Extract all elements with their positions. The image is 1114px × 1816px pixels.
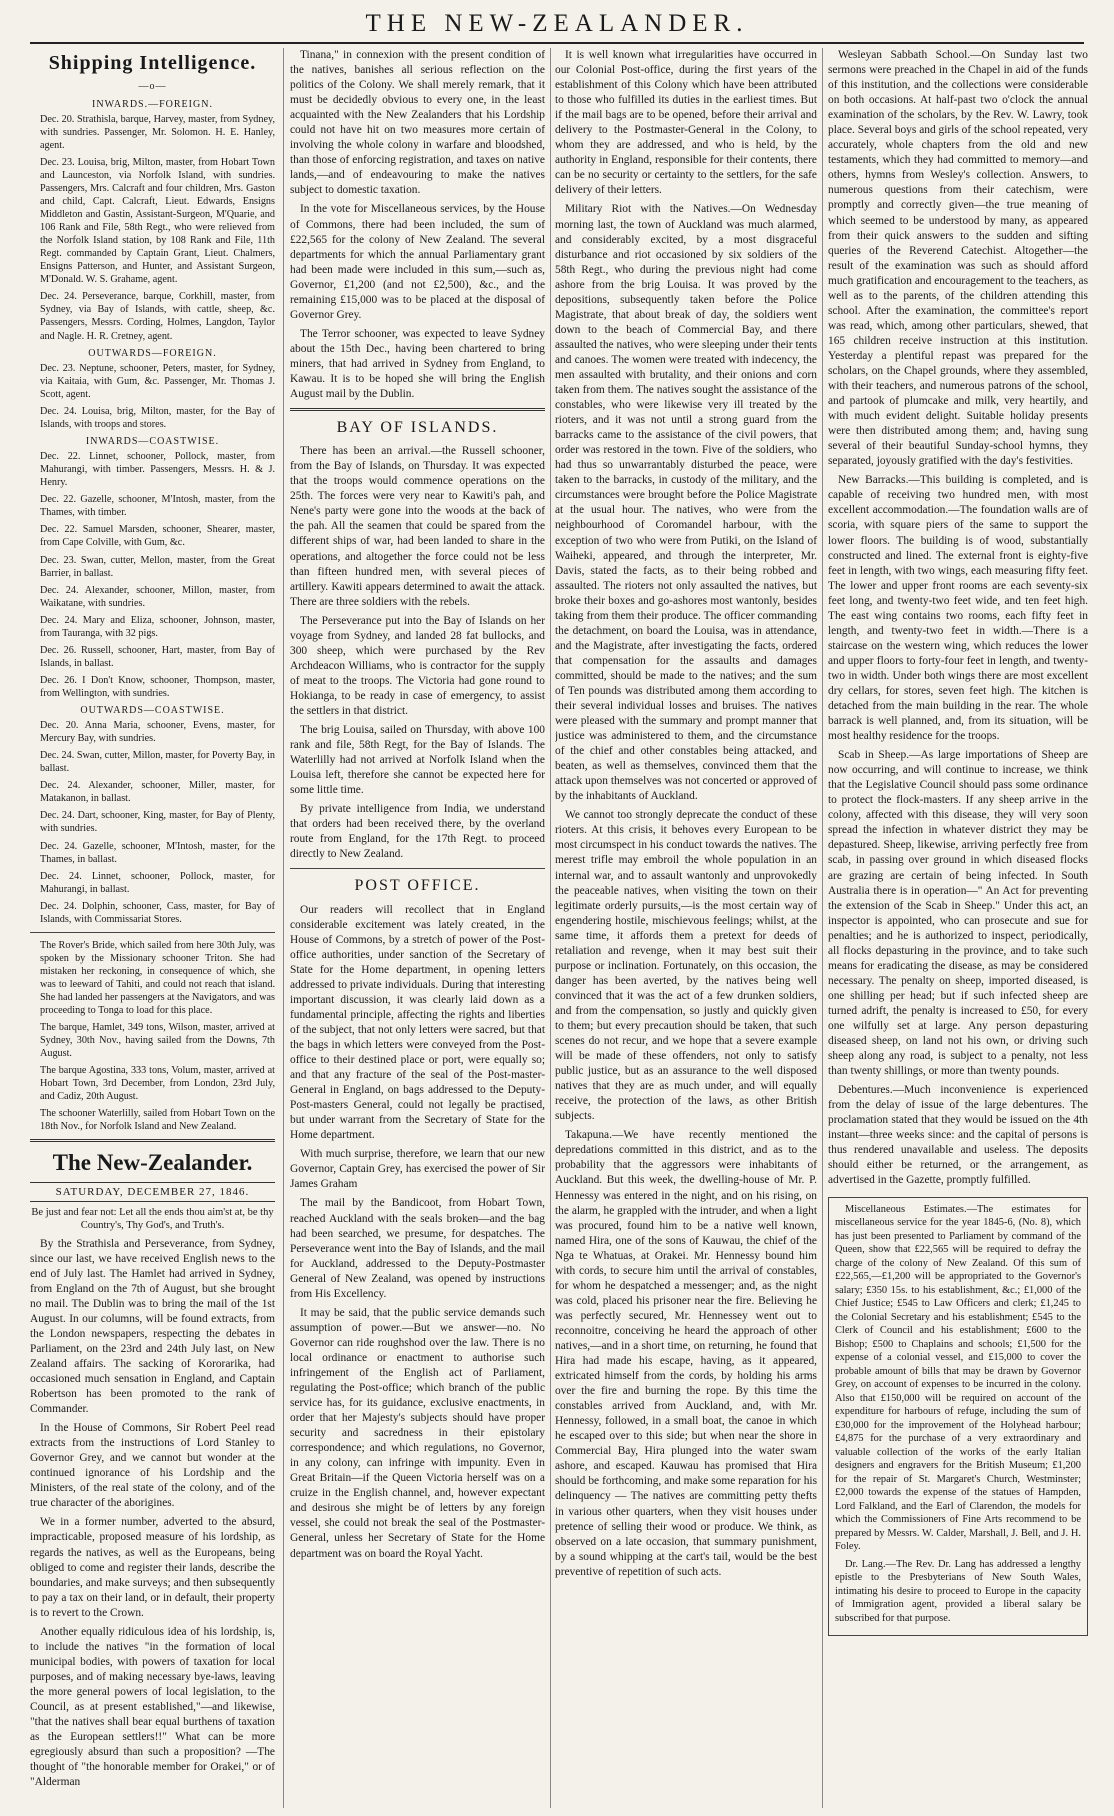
- paragraph: We cannot too strongly deprecate the conduct of these rioters. At this crisis, it behoves every European to be most circumspect in his conduct towards the natives. The merest trifle may embroil the whole population in an internal war, and to assault wantonly and unprovokedly the peaceable natives, when visiting the town on their legitimate orderly pursuits,—is the most certain way of engendering hostile, mischievous feelings; whilst, at the same time, it affords them a pretext for deeds of retaliation and revenge, when it may best suit their purpose or inclination. Fortunately, on this occasion, the danger has been averted, by the natives being well convinced that it was the act of a few drunken soldiers, and from the compensation, so justly and quickly given to them; but every precaution should be taken, that such scenes do not recur, and we hope that a severe example will be made of these offenders, not only to satisfy public justice, but as an assurance to the well disposed natives that they are as much under, and will equally receive, the protection of the laws, as other British subjects.: [555, 809, 817, 1123]
- divider: [290, 868, 545, 869]
- column-4: [828, 48, 1088, 1808]
- paragraph: Dec. 24. Alexander, schooner, Miller, master, for Matakanon, in ballast.: [40, 780, 275, 805]
- shipping-heading: Shipping Intelligence.: [48, 52, 257, 74]
- bay-of-islands-paragraphs: [290, 444, 545, 862]
- paragraph: Dec. 24. Swan, cutter, Millon, master, for Poverty Bay, in ballast.: [40, 750, 275, 775]
- column-rule: [822, 48, 823, 1808]
- outwards-foreign-heading: OUTWARDS—FOREIGN.: [88, 347, 217, 359]
- paragraph: Another equally ridiculous idea of his lordship, is, to include the natives "in the formation of local municipal bodies, with powers of taxation for local purposes, and of making necessary bye-laws, leaving the more general powers of local legislation, to the Council, as at present established,"—and likewise, "that the natives shall bear equal burthens of taxation as the European settlers!!" What can be more egregiously absurd than such a proposition? —The thought of "the honorable member for Orakei," or of "Alderman: [30, 1625, 275, 1789]
- paragraph: Dec. 22. Linnet, schooner, Pollock, master, from Mahurangi, with timber. Passengers, Messrs. H. & J. Henry.: [40, 451, 275, 489]
- boxed-notes: [828, 1197, 1088, 1636]
- paragraph: Takapuna.—We have recently mentioned the depredations committed in this district, and as to the probability that the aggressors were inhabitants of Auckland. But this week, the dwelling-house of Mr. P. Hennessy was entered in the night, and on his rising, on the alarm, he grappled with the intruder, and when a light was procured, found him to be a native well known, named Hira, one of the sons of Kauwau, the chief of the Nga te Whatuas, at Orakei. Mr. Hennessy bound him with cords, to secure him until the arrival of constables, for whom he despatched a messenger; and, as the night was cold, placed his prisoner near the fire. Believing he was perfectly secured, Mr. Hennessey went out to reconnoitre, conceiving he heard the approach of other natives,—and in a short time, on returning, he found that Hira had made his escape, having, as it appeared, extricated himself from the cords, by holding his arms over the fire and burning the rope. By this time the constables arrived from Auckland, and, with Mr. Hennessy, followed, in a small boat, the canoe in which he escaped over to this side; but when near the shore in Commercial Bay, Hira plunged into the water swam ashore, and escaped. Kauwau has promised that Hira should be forthcoming, and make some reparation for his delinquency — The natives are committing petty thefts in various other quarters, when they visit houses under pretence of selling their wood or produce. We think, as observed on a late occasion, that summary punishment, by a sound whipping at the cart's tail, would be the best preventive of repetition of such acts.: [555, 1129, 817, 1578]
- paragraph: Dr. Lang.—The Rev. Dr. Lang has addressed a lengthy epistle to the Presbyterians of New South Wales, intimating his desire to proceed to Europe in the capacity of Immigration agent, provided a liberal salary be subscribed for that purpose.: [835, 1558, 1081, 1624]
- paragraph: There has been an arrival.—the Russell schooner, from the Bay of Islands, on Thursday. It was expected that the troops would commence operations on the 25th. The forces were very near to Kawiti's pah, and Nene's party were gone into the woods at the back of the pah. All the seamen that could be spared from the different ships of war, had been landed to share in the operations, and altogether the force could not be less than fifteen hundred men, with several pieces of artillery. Kawiti appears determined to await the attack. There are three soldiers with the rebels.: [290, 445, 545, 608]
- paragraph: Dec. 24. Alexander, schooner, Millon, master, from Waikatane, with sundries.: [40, 584, 275, 609]
- paragraph: Wesleyan Sabbath School.—On Sunday last two sermons were preached in the Chapel in aid of the funds of this institution, and the collections were considerable on both occasions. At half-past two o'clock the annual examination of the scholars, by the Rev. W. Lawry, took place. Several boys and girls of the school repeated, very accurately, whole chapters from the old and new testaments, which they had committed to memory—and others, hymns from Wesley's collection. Answers, to numerous questions from their catechism, were promptly and correctly given—the true meaning of which seemed to be understood by many, as appeared from their quick answers to the sudden and sifting queries of the Reverend Catechist. Altogether—the result of the examination was such as should afford much gratification and encouragement to the teachers, as well as to the parents, of the children attending this school. After the examination, the committee's report was read, which, among other particulars, shewed, that 165 children receive instruction at this institution. Yesterday a plentiful repast was prepared for the scholars, on the Chapel grounds, where they assembled, with their teachers, and numerous patrons of the school, and partook of plumcake and milk, very heartily, and with much evident delight. Suitable holiday presents were then distributed among them; and, having sung several of their beautiful Sunday-school hymns, they separated, joyously gratified with the day's festivities.: [828, 49, 1088, 468]
- outwards-coastwise-list: [30, 719, 275, 926]
- paragraph: Debentures.—Much inconvenience is experienced from the delay of issue of the large debentures. The proclamation stated that they would be issued on the 4th instant—three weeks since: and the capital of persons is thus rendered unavailable and useless. The deposits should either be returned, or the arrangement, as advertised in the Gazette, promptly fulfilled.: [828, 1084, 1088, 1187]
- post-office-heading: POST OFFICE.: [354, 877, 481, 895]
- masthead-rule: [30, 42, 1084, 44]
- paragraph: The barque, Hamlet, 349 tons, Wilson, master, arrived at Sydney, 30th Nov., having sailed from the Downs, 7th August.: [40, 1022, 275, 1060]
- paragraph: Dec. 24. Dolphin, schooner, Cass, master, for Bay of Islands, with Commissariat Stores.: [40, 900, 275, 925]
- paragraph: It is well known what irregularities have occurred in our Colonial Post-office, during the first years of the establishment of this Colony which have been attributed to those who fulfilled its duties in the earliest times. But if the mail bags are to be opened, before their arrival and delivery to the Postmaster-General in the Colony, to whom they are addressed, and who is held, by the authority in England, responsible for their contents, there can be no security or certainty to the settlers, for the safe delivery of their letters.: [555, 49, 817, 197]
- paragraph: Dec. 24. Perseverance, barque, Corkhill, master, from Sydney, via Bay of Islands, with cattle, sheep, &c. Passengers, Messrs. Cording, Holmes, Langdon, Taylor and Nagle. H. R. Cretney, agent.: [40, 291, 275, 342]
- paragraph: Dec. 22. Gazelle, schooner, M'Intosh, master, from the Thames, with timber.: [40, 494, 275, 519]
- paragraph: Scab in Sheep.—As large importations of Sheep are now occurring, and will continue to increase, we think that the Legislative Council should pass some ordinance to protect the flock-masters. If any sheep arrive in the colony, affected with this disease, they will very soon spread the infection in whatever district they may be depastured. Sheep, likewise, arriving perfectly free from scab, in passing over ground in which diseased flocks are grazing are certain of being infected. In South Australia there is in operation—" An Act for preventing the extension of the Scab in Sheep." Under this act, an inspector is appointed, who can prosecute and sue for penalties; and he is authorized to inspect, periodically, all flocks depasturing in the province, and to take such means for eradicating the disease, as may be considered necessary. The penalty on sheep, imported diseased, is one shilling per head; but if such infected sheep are turned adrift, the penalty is increased to £50, for every one wilfully set at large. Any person depasturing diseased sheep, on land not his own, or driving such sheep along any road, is subject to a penalty, not less than twenty shillings, or more than twenty pounds.: [828, 749, 1088, 1078]
- paragraph: Dec. 20. Anna Maria, schooner, Evens, master, for Mercury Bay, with sundries.: [40, 720, 275, 745]
- paragraph: Dec. 24. Gazelle, schooner, M'Intosh, master, for the Thames, in ballast.: [40, 840, 275, 865]
- shipping-notes: [30, 939, 275, 1134]
- paragraph: By the Strathisla and Perseverance, from Sydney, since our last, we have received English news to the end of July last. The Hamlet had arrived in Sydney, from England on the 7th of August, but she brought no mail. The Dublin was to bring the mail of the 1st August. In our columns, will be found extracts, from the London newspapers, respecting the debates in Parliament, on the 23rd and 24th July last, on New Zealand affairs. The sacking of Kororarika, had occasioned much sensation in England, and Captain Robertson has been promoted to the rank of Commander.: [30, 1237, 275, 1416]
- paragraph: Dec. 24. Linnet, schooner, Pollock, master, for Mahurangi, in ballast.: [40, 870, 275, 895]
- paragraph: Dec. 26. Russell, schooner, Hart, master, from Bay of Islands, in ballast.: [40, 644, 275, 669]
- paragraph: The Perseverance put into the Bay of Islands on her voyage from Sydney, and landed 28 fat bullocks, and 300 sheep, which were purchased by the Rev Archdeacon Williams, who is contractor for the supply of meat to the troops. The Victoria had gone round to Hokianga, to be ready in case of emergency, to assist the settlers in that district.: [290, 614, 545, 717]
- paragraph: The barque Agostina, 333 tons, Volum, master, arrived at Hobart Town, 3rd December, from London, 23rd July, and Cadiz, 20th August.: [40, 1065, 275, 1103]
- paragraph: By private intelligence from India, we understand that orders had been received there, by the overland route from England, for the 17th Regt. to proceed directly to New Zealand.: [290, 803, 545, 861]
- paragraph: Dec. 23. Neptune, schooner, Peters, master, for Sydney, via Kaitaia, with Gum, &c. Passenger, Mr. Thomas J. Scott, agent.: [40, 362, 275, 400]
- post-office-paragraphs: [290, 903, 545, 1562]
- inwards-coastwise-list: [30, 450, 275, 700]
- editorial-continued: [290, 48, 545, 402]
- paragraph: In the House of Commons, Sir Robert Peel read extracts from the instructions of Lord Stanley to Governor Grey, and we cannot but wonder at the continued ignorance of his Lordship and the Ministers, of the real state of the colony, and of the true character of the aborigines.: [30, 1422, 275, 1510]
- bay-of-islands-heading: BAY OF ISLANDS.: [336, 419, 499, 437]
- paragraph: Dec. 24. Mary and Eliza, schooner, Johnson, master, from Tauranga, with 32 pigs.: [40, 614, 275, 639]
- paragraph: Dec. 20. Strathisla, barque, Harvey, master, from Sydney, with sundries. Passenger, Mr. Solomon. H. E. Hanley, agent.: [40, 113, 275, 151]
- outwards-coastwise-heading: OUTWARDS—COASTWISE.: [80, 704, 225, 716]
- paragraph: With much surprise, therefore, we learn that our new Governor, Captain Grey, has exercised the power of Sir James Graham: [290, 1148, 545, 1191]
- motto: Be just and fear not: Let all the ends thou aim'st at, be thy Country's, Thy God's, and Truth's.: [31, 1207, 274, 1232]
- paragraph: The Terror schooner, was expected to leave Sydney about the 15th Dec., having been chartered to bring miners, that had arrived in Sydney from England, to Kawau. It is to be hoped she will bring the English August mail by the Dublin.: [290, 327, 545, 401]
- inwards-foreign-heading: INWARDS.—FOREIGN.: [92, 98, 213, 110]
- paragraph: Tinana," in connexion with the present condition of the natives, banishes all serious reflection on the politics of the Colony. We shall merely remark, that it must be decidedly obvious to every one, in the least acquainted with the New Zealanders that his Lordship could not have hit on two measures more certain of involving the whole colony in warfare and bloodshed, than those of enforcing registration, and taxes on native lands,—and of endeavouring to make the natives subject to domestic taxation.: [290, 49, 545, 197]
- editorial-paragraphs: [30, 1237, 275, 1791]
- double-rule: [30, 1139, 275, 1142]
- inwards-coastwise-heading: INWARDS—COASTWISE.: [85, 435, 220, 447]
- paragraph: Dec. 26. I Don't Know, schooner, Thompson, master, from Wellington, with sundries.: [40, 674, 275, 699]
- dateline: SATURDAY, DECEMBER 27, 1846.: [30, 1182, 275, 1203]
- outwards-foreign-list: [30, 362, 275, 431]
- column-4-paragraphs: [828, 48, 1088, 1189]
- paragraph: Dec. 23. Louisa, brig, Milton, master, from Hobart Town and Launceston, via Norfolk Island, with sundries. Passengers, Mrs. Calcraft and four children, Mrs. Gaston and child, Capt. Calcraft, Lieut. Edwards, Ensigns Middleton and Gastin, Assistant-Surgeon, M'Quarie, and 106 Rank and File, 58th Regt., who were relieved from the Norfolk Island station, by 108 Rank and File, 11th Regt. commanded by Captain Grant, Lieut. Chalmers, Ensigns Patterson, and Hunter, and Assistant Surgeon, M'Donald. W. S. Grahame, agent.: [40, 156, 275, 286]
- inwards-foreign-list: [30, 113, 275, 343]
- divider: [30, 932, 275, 933]
- column-3: [555, 48, 817, 1808]
- masthead: THE NEW-ZEALANDER.: [365, 10, 749, 37]
- paragraph: The schooner Waterlilly, sailed from Hobart Town on the 18th Nov., for Norfolk Island and New Zealand.: [40, 1108, 275, 1133]
- paragraph: The mail by the Bandicoot, from Hobart Town, reached Auckland with the seals broken—and the bag had been searched, we presume, for despatches. The Perseverance went into the Bay of Islands, and the mail for Auckland, addressed to the Deputy-Postmaster General of New Zealand, was opened by instructions from His Excellency.: [290, 1197, 545, 1300]
- paragraph: New Barracks.—This building is completed, and is capable of receiving two hundred men, with most excellent accommodation.—The foundation walls are of scoria, with square piers of the same to support the lower floors. The building is of wood, substantially constructed and lined. The external front is eighty-five feet in length, with two wings, each measuring fifty feet. The lower and upper front rooms are each seventy-six feet long, and twenty-two feet wide, and ten feet high. The east wing contains two rooms, each fifty feet in length, and twenty-two feet in width.—There is a staircase on the western wing, which reduces the lower and upper floors to forty-four feet in length, and twenty-two in width. Under both wings there are most excellent dry cellars, for stores, seven feet high. The kitchen is detached from the main building in the rear. The whole barrack is well planned, and, from its situation, will be most healthy residence for the troops.: [828, 474, 1088, 743]
- paragraph: Dec. 22. Samuel Marsden, schooner, Shearer, master, from Cape Colville, with Gum, &c.: [40, 524, 275, 549]
- double-rule: [290, 408, 545, 411]
- paragraph: Dec. 24. Dart, schooner, King, master, for Bay of Plenty, with sundries.: [40, 810, 275, 835]
- column-2: [290, 48, 545, 1808]
- column-3-paragraphs: [555, 48, 817, 1580]
- paragraph: The Rover's Bride, which sailed from here 30th July, was spoken by the Missionary schooner Triton. She had mistaken her reckoning, in consequence of which, she was to leeward of Tahiti, and could not reach that island. She had landed her passengers at the Navigators, and was proceeding to Tonga to load for this place.: [40, 939, 275, 1017]
- paragraph: We in a former number, adverted to the absurd, impracticable, proposed measure of his lordship, as regards the natives, as well as the Europeans, being obliged to come and register their lands, describe the boundaries, and make surveys; and then subsequently to pay a tax on their land, or in default, their property is to revert to the Crown.: [30, 1516, 275, 1619]
- paragraph: In the vote for Miscellaneous services, by the House of Commons, there had been included, the sum of £22,565 for the colony of New Zealand. The several departments for which the annual Parliamentary grant had been made were included in this sum,—such as, Governor, £1,200 (and not £2,500), &c., and the remaining £15,000 was to be placed at the disposal of Governor Grey.: [290, 203, 545, 321]
- paragraph: It may be said, that the public service demands such assumption of power.—But we answer—no. No Governor can ride roughshod over the law. There is no local ordinance or enactment to authorise such infringement of the English act of Parliament, regulating the Post-office; which branch of the public service has, for its guidance, exclusive enactments, in order that her Majesty's subjects should have proper security and sacredness in their epistolary correspondence; and which regulations, no Governor, in any colony, can infringe with impunity. Even in Great Britain—if the Queen Victoria herself was on a cruize in the English channel, and, however expectant and desirous she might be of letters by any foreign vessel, she could not break the seal of the Postmaster-General, unless her Secretary of State for the Home department was on board the Royal Yacht.: [290, 1306, 545, 1560]
- paragraph: Military Riot with the Natives.—On Wednesday morning last, the town of Auckland was much alarmed, and considerably excited, by a most disgraceful disturbance and riot occasioned by six soldiers of the 58th Regt., who during the previous night had come ashore from the brig Louisa. It was proved by the depositions, subsequently taken before the Police Magistrate, that about break of day, the soldiers went down to the beach of Commercial Bay, and there assaulted the natives, who were sleeping under their tents and canoes. The women were treated with indecency, the men assaulted with brutality, and their onions and corn taken from them. The natives sought the assistance of the constables, who were likewise very ill treated by the rioters, and it was not until a strong guard from the barracks came to the assistance of the civil powers, that order was restored in the town. Five of the soldiers, who had thus so unwarrantably disturbed the peace, were taken to the barracks, in custody of the military, and the circumstances were brought before the Police Magistrate at the usual hour. The natives, who were from the neighbourhood of Coromandel harbour, with the exception of two who were from Putiki, on the Island of Waiheki, appeared, and through the interpreter, Mr. Davis, stated the facts, as to their being robbed and assaulted. The rioters not only assaulted the natives, but broke their boxes and go-ashores most wantonly, besides taking from them their produce. The officer commanding the detachment, on board the Louisa, was in attendance, and the Magistrate, after investigating the facts, ordered that compensation for the assaults and damages committed, should be made to the natives; and the sum of Ten pounds was distributed among them according to their several individual losses and bruises. The natives were pleased with the summary and prompt manner that justice was administered to them, and the circumstance of the chief and other constables being attacked, and beaten, as well as themselves, convinced them that the attack upon themselves was not concerted or approved of by the inhabitants of Auckland.: [555, 203, 817, 803]
- paper-title: The New-Zealander.: [52, 1150, 253, 1176]
- boxed-paragraphs: [835, 1203, 1081, 1626]
- paragraph: Our readers will recollect that in England considerable excitement was lately created, in the House of Commons, by a stretch of power of the Post-office authorities, under sanction of the Secretary of State for the Home department, in opening letters addressed to private individuals. During that interesting important discussion, it was clearly laid down as a fundamental principle, affecting the rights and liberties of the subject, that not only letters were sacred, but that the bags in which letters were conveyed from the Post-office to their destined place or port, were equally so; and that any fracture of the seal of the Post-master-General in England, on bags addressed to the Deputy-Post-masters General, could not legally be practised, but under warrant from the Secretary of State for the Home department.: [290, 903, 545, 1142]
- column-rule: [550, 48, 551, 1808]
- paragraph: Dec. 24. Louisa, brig, Milton, master, for the Bay of Islands, with troops and stores.: [40, 405, 275, 430]
- paragraph: Dec. 23. Swan, cutter, Mellon, master, from the Great Barrier, in ballast.: [40, 554, 275, 579]
- paragraph: The brig Louisa, sailed on Thursday, with above 100 rank and file, 58th Regt, for the Bay of Islands. The Waterlilly had not arrived at Norfolk Island when the Louisa left, therefore she cannot be expected here for some little time.: [290, 724, 545, 797]
- column-1: [30, 48, 275, 1808]
- column-rule: [283, 48, 284, 1808]
- ornament: —o—: [138, 81, 167, 93]
- paragraph: Miscellaneous Estimates.—The estimates for miscellaneous service for the year 1845-6, (No. 8), which has just been presented to Parliament by command of the Queen, show that £22,565 will be required to defray the charge of the colony of New Zealand. Of this sum of £22,565,—£1,200 will be appropriated to the Governor's salary; £350 15s. to his establishment, &c.; £1,000 of the Chief Justice; £545 to Law Officers and clerk; £1,245 to the Colonial Secretary and his establishment; £545 to the Clerk of Council and his establishment; £600 to the Bishop; £500 to Chaplains and schools; £1,500 for the expense of a colonial vessel, and £15,000 to cover the probable amount of bills that may be drawn by Governor Grey, on account of expenses to be incurred in the colony. Also that £150,000 will be required on account of the expenditure for harbours of refuge, including the sum of £30,000 for the improvement of the Holyhead harbour; £4,875 for the purchase of a very extraordinary and valuable collection of the works of the early Italian designers and engravers for the British Museum; £1,200 for the repair of St. Margaret's Church, Westminster; £2,000 towards the expense of the statues of Hampden, Lord Falkland, and the Earl of Clarendon, the models for which the Commissioners of Fine Arts recommend to be prepared by Messrs. W. Calder, Marshall, J. Bell, and J. H. Foley.: [835, 1203, 1081, 1553]
